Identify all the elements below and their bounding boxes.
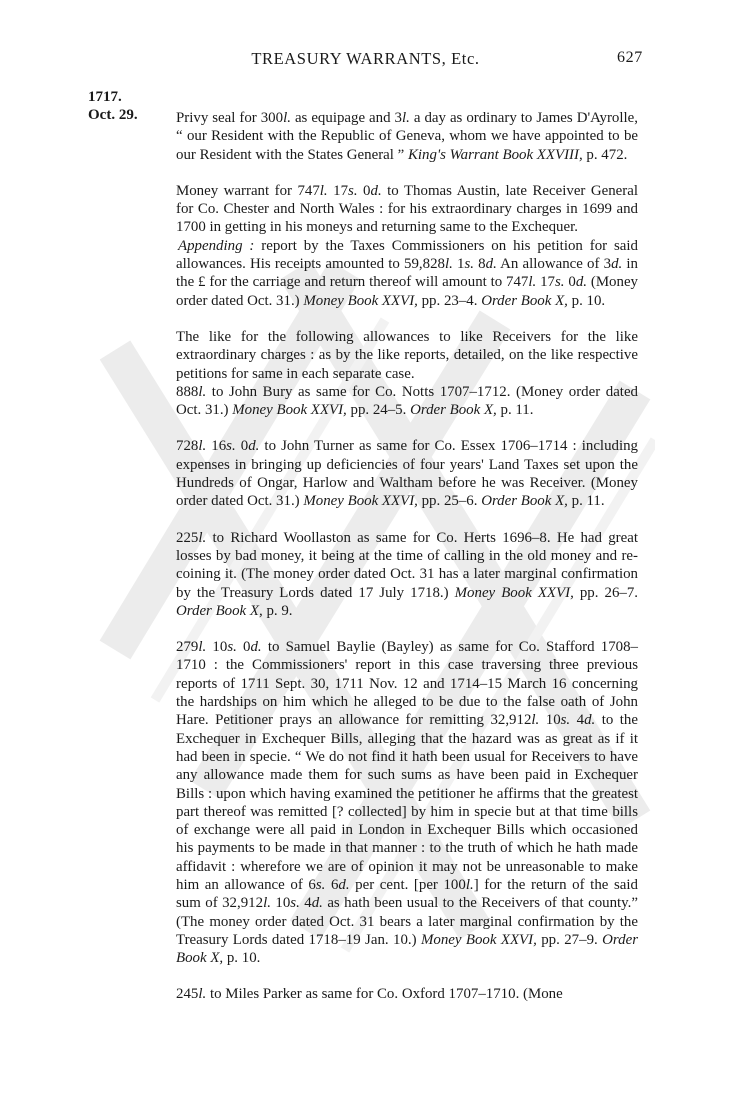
entry-turner: 728l. 16s. 0d. to John Turner as same for Co. Essex 1706–1714 : including expenses in bringing up deficiencies of four years' Land Taxes set upon the Hundreds of Ongar, Harlow and Waltham before he was Receiver. (Money order dated Oct. 31.) Money Book XXVI, pp. 25–6. Order Book X, p. 11.	[176, 438, 638, 510]
entry-woollaston: 225l. to Richard Woollaston as same for Co. Herts 1696–8. He had great losses by bad money, it being at the time of calling in the old money and re-coining it. (The money order dated Oct. 31 has a later marginal confirmation by the Treasury Lords dated 17 July 1718.) Money Book XXVI, pp. 26–7. Order Book X, p. 9.	[176, 529, 638, 619]
entry-appending: Appending : report by the Taxes Commissioners on his petition for said allowances. His receipts amounted to 59,828l. 1s. 8d. An allowance of 3d. in the £ for the carriage and return thereof will amount to 747l. 17s. 0d. (Money order dated Oct. 31.) Money Book XXVI, pp. 23–4. Order Book X, p. 10.	[176, 237, 639, 309]
source-ref: Order Book X,	[176, 931, 638, 967]
source-ref: Money Book XXVI,	[420, 931, 537, 948]
entry-parker: 245l. to Miles Parker as same for Co. Oxford 1707–1710. (Mone	[176, 986, 563, 1003]
source-ref: Order Book X,	[481, 292, 568, 309]
entry-austin: Money warrant for 747l. 17s. 0d. to Thomas Austin, late Receiver General for Co. Chester and North Wales : for his extraordinary charges in 1699 and 1700 in getting in his moneys and returning same to the Exchequer.	[176, 182, 638, 236]
margin-date: Oct. 29.	[88, 107, 138, 123]
source-ref: Money Book XXVI,	[303, 493, 418, 510]
source-ref: Order Book X,	[176, 602, 263, 619]
source-ref: Money Book XXVI,	[454, 584, 574, 601]
source-ref: Money Book XXVI,	[303, 292, 418, 309]
running-title: TREASURY WARRANTS, Etc.	[251, 49, 480, 68]
source-ref: King's Warrant Book XXVIII,	[407, 146, 583, 163]
source-ref: Money Book XXVI,	[232, 402, 347, 419]
running-head	[0, 49, 731, 71]
entry-baylie: 279l. 10s. 0d. to Samuel Baylie (Bayley) as same for Co. Stafford 1708–1710 : the Commissioners' report in this case traversing three previous reports of 1711 Sept. 30, 1711 Nov. 12 and 1714–15 March 16 concerning the hardships on him which he alleged to be due to the false oath of John Hare. Petitioner prays an allowance for remitting 32,912l. 10s. 4d. to the Exchequer in Exchequer Bills, alleging that the hazard was as great as if it had been in specie. “ We do not find it hath been usual for Receivers to have any allowance made them for such sums as have been paid in Exchequer Bills : upon which having examined the petitioner he affirms that the greatest part thereof was remitted [? collected] by him in specie but at that time bills of exchange were all paid in London in Exchequer Bills which occasioned his payments to be made in that manner : to the truth of which he hath made affidavit : wherefore we are of opinion it may not be unreasonable to make him an allowance of 6s. 6d. per cent. [per 100l.] for the return of the said sum of 32,912l. 10s. 4d. as hath been usual to the Receivers of that county.” (The money order dated Oct. 31 bears a later marginal confirmation by the Treasury Lords dated 1718–19 Jan. 10.) Money Book XXVI, pp. 27–9. Order Book X, p. 10.	[176, 639, 638, 967]
margin-year: 1717.	[88, 89, 122, 105]
source-ref: Order Book X,	[481, 493, 568, 510]
entry-bury: 888l. to John Bury as same for Co. Notts 1707–1712. (Money order dated Oct. 31.) Money Book XXVI, pp. 24–5. Order Book X, p. 11.	[176, 383, 638, 419]
margin-dates	[88, 88, 168, 124]
entry-privy-seal: Privy seal for 300l. as equipage and 3l. a day as ordinary to James D'Ayrolle, “ our Resident with the Republic of Geneva, whom we have appointed to be our Resident with the States General ” King's Warrant Book XXVIII, p. 472.	[176, 110, 638, 163]
entry-the-like: The like for the following allowances to like Receivers for the like extraordinary charges : as by the like reports, detailed, on the like respective petitions for same in each separate case.	[176, 328, 638, 382]
main-text	[176, 109, 638, 1004]
page-number: 627	[617, 49, 643, 66]
source-ref: Order Book X,	[410, 402, 497, 419]
